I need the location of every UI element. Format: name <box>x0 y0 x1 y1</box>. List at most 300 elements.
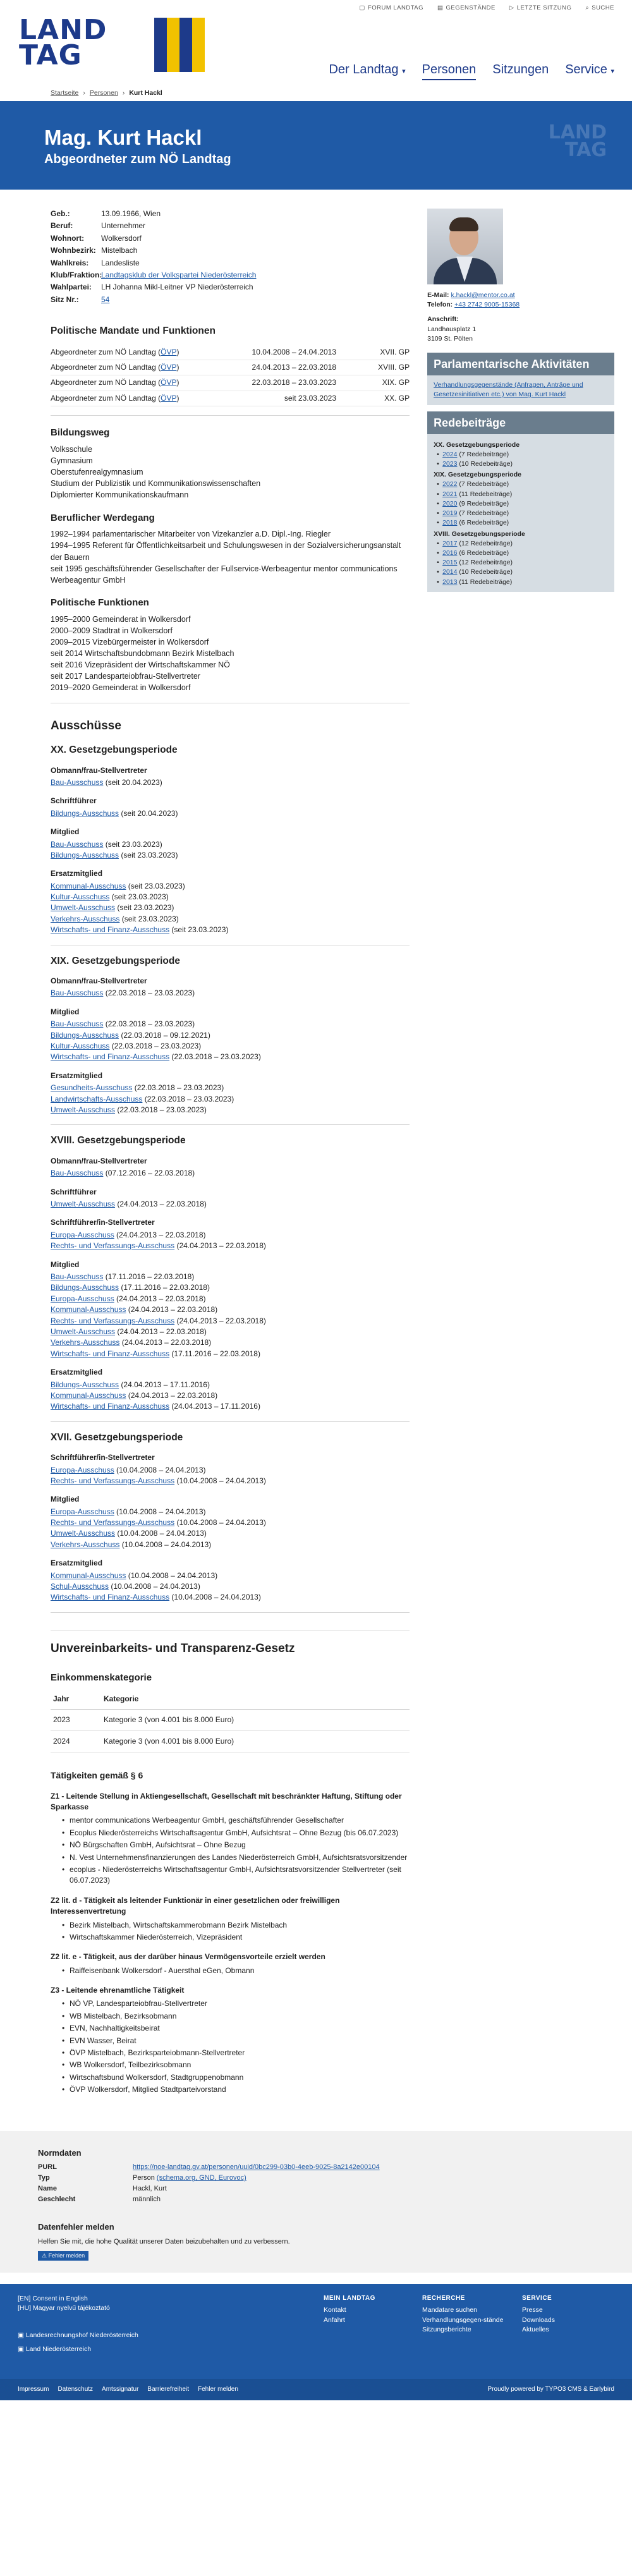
committee-item <box>51 1282 410 1293</box>
party-link[interactable]: ÖVP <box>161 362 177 372</box>
z3-title: Z3 - Leitende ehrenamtliche Tätigkeit <box>51 1986 185 1995</box>
role-title: Mitglied <box>51 1007 80 1016</box>
search-icon: ⌕ <box>585 4 590 11</box>
mandate-dates: 24.04.2013 – 22.03.2018 <box>252 362 336 372</box>
breadcrumb-personen[interactable]: Personen <box>89 89 118 97</box>
committee-link[interactable]: Landwirtschafts-Ausschuss <box>51 1094 143 1103</box>
footer-bottom <box>0 2379 632 2400</box>
fact-value: LH Johanna Mikl-Leitner VP Niederösterreich <box>101 283 253 292</box>
polfunk-line: seit 2014 Wirtschaftsbundobmann Bezirk Mistelbach <box>51 649 234 659</box>
committee-link[interactable]: Rechts- und Verfassungs-Ausschuss <box>51 1476 175 1485</box>
committee-link[interactable]: Rechts- und Verfassungs-Ausschuss <box>51 1316 175 1325</box>
committee-item <box>51 1083 410 1093</box>
role-title: Obmann/frau-Stellvertreter <box>51 765 147 775</box>
committee-dates: (22.03.2018 – 23.03.2023) <box>169 1052 261 1062</box>
address-line: Landhausplatz 1 <box>427 325 477 333</box>
landtag-logo[interactable] <box>16 14 206 76</box>
committee-link[interactable]: Bau-Ausschuss <box>51 1169 104 1178</box>
rede-count: (7 Redebeiträge) <box>457 450 509 458</box>
committee-item <box>51 1401 410 1412</box>
letzte-sitzung-link[interactable]: ▷ LETZTE SITZUNG <box>509 4 572 18</box>
gegenstaende-link[interactable]: ▤ GEGENSTÄNDE <box>437 4 495 18</box>
taetigkeit-item: • ecoplus - Niederösterreichs Wirtschaftsagentur GmbH, Aufsichtsratsvorsitzender Stellvertreter (seit 06.07.2023) <box>51 1864 410 1886</box>
committee-item <box>51 892 410 902</box>
committee-item <box>51 1380 410 1390</box>
mandate-period: XIX. GP <box>382 378 410 387</box>
breadcrumb-start[interactable]: Startseite <box>51 89 79 97</box>
role-title: Schriftführer <box>51 1187 97 1196</box>
committee-dates: (22.03.2018 – 23.03.2023) <box>142 1094 234 1103</box>
committee-link[interactable]: Umwelt-Ausschuss <box>51 1327 116 1336</box>
rede-count: (7 Redebeiträge) <box>457 480 509 489</box>
party-link[interactable]: ÖVP <box>161 378 177 387</box>
person-portrait <box>427 209 503 284</box>
forum-link[interactable]: ▢ FORUM LANDTAG <box>359 4 423 18</box>
footer-bottom-link[interactable]: Fehler melden <box>198 2385 238 2393</box>
mandate-period: XX. GP <box>384 393 410 403</box>
mandates-list <box>51 345 410 407</box>
committee-dates: (24.04.2013 – 22.03.2018) <box>174 1316 266 1325</box>
redebeitraege-title: Redebeiträge <box>427 411 614 434</box>
committee-link[interactable]: Wirtschafts- und Finanz-Ausschuss <box>51 1402 170 1411</box>
rede-count: (10 Redebeiträge) <box>457 568 513 576</box>
committee-link[interactable]: Wirtschafts- und Finanz-Ausschuss <box>51 1593 170 1602</box>
committee-link[interactable]: Rechts- und Verfassungs-Ausschuss <box>51 1518 175 1528</box>
taetigkeit-item: • Raiffeisenbank Wolkersdorf - Auersthal eGen, Obmann <box>51 1965 410 1976</box>
period-block <box>51 1431 410 1613</box>
committee-dates: (17.11.2016 – 22.03.2018) <box>103 1272 195 1281</box>
redebeitraege-box <box>427 411 614 592</box>
committee-item <box>51 1105 410 1115</box>
breadcrumb: Startseite › Personen › Kurt Hackl <box>51 88 162 98</box>
rede-year-link[interactable]: 2015 <box>442 559 458 567</box>
breadcrumb-current: Kurt Hackl <box>129 89 162 97</box>
rede-year-item <box>434 578 608 587</box>
fact-label: Wahlkreis: <box>51 258 89 267</box>
footer-link[interactable]: Mandatare suchen <box>422 2306 477 2314</box>
committee-item <box>51 1199 410 1210</box>
rede-year-link[interactable]: 2018 <box>442 519 458 527</box>
rede-year-link[interactable]: 2016 <box>442 549 458 557</box>
rede-year-item <box>434 499 608 509</box>
mandate-title: Abgeordneter zum NÖ Landtag (ÖVP) <box>51 393 179 403</box>
person-name: Mag. Kurt Hackl <box>44 126 202 149</box>
bildung-line: Studium der Publizistik und Kommunikationswissenschaften <box>51 479 261 489</box>
play-icon: ▷ <box>509 4 514 11</box>
committee-link[interactable]: Verkehrs-Ausschuss <box>51 1338 120 1347</box>
party-link[interactable]: ÖVP <box>161 347 177 356</box>
taetigkeit-item: • Bezirk Mistelbach, Wirtschaftskammerobmann Bezirk Mistelbach <box>51 1920 410 1931</box>
rede-count: (12 Redebeiträge) <box>457 539 513 547</box>
rede-year-link[interactable]: 2020 <box>442 499 458 507</box>
warning-icon: ⚠ <box>42 2252 47 2259</box>
committee-link[interactable]: Verkehrs-Ausschuss <box>51 914 120 923</box>
committee-item <box>51 1168 410 1179</box>
aktivitaeten-title: Parlamentarische Aktivitäten <box>427 353 614 375</box>
lrh-link[interactable]: ▣ Landesrechnungshof Niederösterreich <box>18 2331 138 2340</box>
z1-title: Z1 - Leitende Stellung in Aktiengesellschaft, Gesellschaft mit beschränkter Haftung, Stiftung oder Sparkasse <box>51 1791 402 1811</box>
committee-item <box>51 1592 410 1603</box>
polfunk-line: 2019–2020 Gemeinderat in Wolkersdorf <box>51 683 191 693</box>
committee-link[interactable]: Bau-Ausschuss <box>51 839 104 849</box>
einkommen-table <box>51 1690 410 1753</box>
beruf-line: 1992–1994 parlamentarischer Mitarbeiter von Vizekanzler a.D. Dipl.-Ing. Riegler <box>51 530 331 539</box>
committee-link[interactable]: Bildungs-Ausschuss <box>51 850 119 860</box>
bildung-line: Volksschule <box>51 444 93 454</box>
rede-year-item <box>434 518 608 528</box>
ausschuesse-title: Ausschüsse <box>51 719 121 732</box>
taetigkeit-item: • EVN, Nachhaltigkeitsbeirat <box>51 2023 410 2034</box>
committee-item <box>51 1540 410 1550</box>
committee-link[interactable]: Bildungs-Ausschuss <box>51 1380 119 1389</box>
fact-value: Mistelbach <box>101 246 138 255</box>
committee-dates: (22.03.2018 – 23.03.2023) <box>109 1042 202 1051</box>
committee-link[interactable]: Europa-Ausschuss <box>51 1507 114 1516</box>
committee-dates: (10.04.2008 – 24.04.2013) <box>126 1571 218 1580</box>
rede-count: (11 Redebeiträge) <box>457 490 513 498</box>
taetigkeit-item: • N. Vest Unternehmensfinanzierungen des Landes Niederösterreich GmbH, Aufsichtsratsvorsitzender <box>51 1852 410 1863</box>
rede-year-link[interactable]: 2023 <box>442 459 458 468</box>
role-title: Ersatzmitglied <box>51 1558 103 1568</box>
mandate-period: XVIII. GP <box>378 362 410 372</box>
taetigkeit-item: • mentor communications Werbeagentur GmbH, geschäftsführender Gesellschafter <box>51 1815 410 1826</box>
bildung-line: Gymnasium <box>51 456 93 466</box>
committee-link[interactable]: Kommunal-Ausschuss <box>51 1571 126 1580</box>
role-title: Mitglied <box>51 1260 80 1269</box>
committee-link[interactable]: Kultur-Ausschuss <box>51 892 110 902</box>
einkommen-jahr: 2023 <box>51 1709 101 1730</box>
beruf-title: Beruflicher Werdegang <box>51 512 155 523</box>
rede-year-link[interactable]: 2022 <box>442 480 458 489</box>
committee-item <box>51 1030 410 1041</box>
fact-value: Wolkersdorf <box>101 233 142 243</box>
footer-link[interactable]: Anfahrt <box>324 2316 345 2324</box>
rede-year-link[interactable]: 2017 <box>442 539 458 547</box>
einkommen-kategorie: Kategorie 3 (von 4.001 bis 8.000 Euro) <box>101 1730 410 1752</box>
footer-link[interactable]: Sitzungsberichte <box>422 2325 471 2333</box>
taetigkeit-item: • ÖVP Wolkersdorf, Mitglied Stadtparteivorstand <box>51 2084 410 2095</box>
committee-dates: (10.04.2008 – 24.04.2013) <box>115 1529 207 1538</box>
committee-dates: (10.04.2008 – 24.04.2013) <box>174 1518 266 1528</box>
fact-label: Beruf: <box>51 221 73 231</box>
committee-link[interactable]: Wirtschafts- und Finanz-Ausschuss <box>51 1052 170 1062</box>
rede-year-item <box>434 549 608 558</box>
polfunk-line: 1995–2000 Gemeinderat in Wolkersdorf <box>51 614 191 624</box>
caret-down-icon: ▾ <box>611 68 614 75</box>
nav-service[interactable]: Service ▾ <box>565 63 614 76</box>
polfunk-line: 2000–2009 Stadtrat in Wolkersdorf <box>51 626 173 635</box>
normdaten: Normdaten PURL https://noe-landtag.gv.at/personen/uuid/0bc299-03b0-4eeb-9025-8a2142e00104 Typ Person (schema.org, GND, Eurovoc) Name Hackl, Kurt Geschlecht männlich Datenfehler melden Helfen Sie mit, die hohe Qualität unserer Daten beizubehalten und zu verbessern. ⚠ Fehler melden <box>0 2131 632 2273</box>
bildungsweg-title: Bildungsweg <box>51 427 110 439</box>
committee-item <box>51 808 410 819</box>
committee-item <box>51 1390 410 1401</box>
footer-link[interactable]: Verhandlungsgegen-stände <box>422 2316 504 2324</box>
th-jahr: Jahr <box>51 1690 101 1709</box>
committee-item <box>51 988 410 999</box>
mandate-title: Abgeordneter zum NÖ Landtag (ÖVP) <box>51 378 179 387</box>
period-title: XIX. Gesetzgebungsperiode <box>51 955 180 966</box>
taetigkeit-item: • EVN Wasser, Beirat <box>51 2036 410 2046</box>
footer-link[interactable]: Presse <box>522 2306 543 2314</box>
rede-year-link[interactable]: 2019 <box>442 509 458 518</box>
role-title: Ersatzmitglied <box>51 1368 103 1377</box>
fact-label: Wohnort: <box>51 233 85 243</box>
party-link[interactable]: ÖVP <box>161 393 177 403</box>
taetigkeit-item: • ÖVP Mistelbach, Bezirksparteiobmann-Stellvertreter <box>51 2048 410 2058</box>
committee-link[interactable]: Gesundheits-Ausschuss <box>51 1083 133 1093</box>
nav-personen[interactable]: Personen <box>422 61 477 80</box>
committee-link[interactable]: Bildungs-Ausschuss <box>51 1030 119 1040</box>
committee-item <box>51 1241 410 1251</box>
committee-dates: (10.04.2008 – 24.04.2013) <box>119 1540 212 1549</box>
committee-dates: (seit 23.03.2023) <box>119 914 179 923</box>
role-title: Schriftführer <box>51 796 97 806</box>
taetigkeit-item: • WB Mistelbach, Bezirksobmann <box>51 2011 410 2022</box>
period-block <box>51 954 410 1126</box>
mandate-dates: 10.04.2008 – 24.04.2013 <box>252 347 336 356</box>
committee-dates: (10.04.2008 – 24.04.2013) <box>114 1465 206 1474</box>
committee-item <box>51 1571 410 1581</box>
committee-item <box>51 1041 410 1052</box>
committee-link[interactable]: Rechts- und Verfassungs-Ausschuss <box>51 1241 175 1251</box>
einkommen-row <box>51 1730 410 1752</box>
fact-label: Sitz Nr.: <box>51 295 79 304</box>
committee-item <box>51 1327 410 1337</box>
committee-link[interactable]: Europa-Ausschuss <box>51 1294 114 1303</box>
rede-period-title: XIX. Gesetzgebungsperiode <box>434 471 521 479</box>
committee-item <box>51 1304 410 1315</box>
rede-period-title: XVIII. Gesetzgebungsperiode <box>434 530 525 538</box>
address-line: 3109 St. Pölten <box>427 334 473 343</box>
committee-dates: (24.04.2013 – 22.03.2018) <box>114 1294 206 1303</box>
committee-item <box>51 850 410 861</box>
committee-item <box>51 1294 410 1304</box>
typ-links[interactable]: (schema.org, GND, Eurovoc) <box>156 2174 246 2182</box>
normdaten-title: Normdaten <box>38 2148 82 2158</box>
verhandlungsgegenstaende-link[interactable]: Verhandlungsgegenstände (Anfragen, Anträge und Gesetzesinitiativen etc.) von Mag. Kurt Hackl <box>434 381 583 399</box>
committee-link[interactable]: Umwelt-Ausschuss <box>51 1200 116 1209</box>
footer-mein-landtag: MEIN LANDTAG Kontakt Anfahrt <box>324 2294 375 2325</box>
mandate-dates: 22.03.2018 – 23.03.2023 <box>252 378 336 387</box>
footer-link[interactable]: Kontakt <box>324 2306 346 2314</box>
datenfehler-title: Datenfehler melden <box>38 2222 114 2232</box>
committee-item <box>51 914 410 925</box>
site-footer <box>0 2284 632 2400</box>
committee-item <box>51 1019 410 1030</box>
committee-link[interactable]: Bildungs-Ausschuss <box>51 808 119 818</box>
divider <box>51 415 410 416</box>
committee-dates: (07.12.2016 – 22.03.2018) <box>103 1169 195 1178</box>
rede-year-item <box>434 459 608 469</box>
divider <box>51 1421 410 1422</box>
fact-label: Wohnbezirk: <box>51 246 96 255</box>
footer-bottom-link[interactable]: Datenschutz <box>58 2385 94 2393</box>
rede-year-link[interactable]: 2021 <box>442 490 458 498</box>
land-noe-link[interactable]: ▣ Land Niederösterreich <box>18 2345 92 2353</box>
role-title: Obmann/frau-Stellvertreter <box>51 1156 147 1165</box>
divider <box>51 1124 410 1125</box>
committee-dates: (24.04.2013 – 22.03.2018) <box>114 1230 206 1239</box>
purl-link[interactable]: https://noe-landtag.gv.at/personen/uuid/0bc299-03b0-4eeb-9025-8a2142e00104 <box>133 2163 380 2172</box>
rede-year-item <box>434 558 608 568</box>
committee-link[interactable]: Umwelt-Ausschuss <box>51 1529 116 1538</box>
committee-link[interactable]: Kultur-Ausschuss <box>51 1042 110 1051</box>
footer-bottom-link[interactable]: Amtssignatur <box>102 2385 139 2393</box>
committee-dates: (seit 23.03.2023) <box>126 881 185 890</box>
fact-value[interactable]: 54 <box>101 295 110 304</box>
th-kategorie: Kategorie <box>101 1690 410 1709</box>
footer-link[interactable]: Downloads <box>522 2316 555 2324</box>
rede-year-list <box>434 480 608 528</box>
rede-year-link[interactable]: 2014 <box>442 568 458 576</box>
mandate-row <box>51 345 410 360</box>
taetigkeit-item: • NÖ Bürgschaften GmbH, Aufsichtsrat – Ohne Bezug <box>51 1840 410 1850</box>
taetigkeit-item: • Wirtschaftskammer Niederösterreich, Vizepräsident <box>51 1932 410 1943</box>
committee-dates: (22.03.2018 – 23.03.2023) <box>103 988 195 998</box>
committee-item <box>51 1230 410 1241</box>
einkommen-title: Einkommenskategorie <box>51 1672 152 1684</box>
role-title: Schriftführer/in-Stellvertreter <box>51 1218 155 1227</box>
divider <box>51 1612 410 1613</box>
committee-dates: (22.03.2018 – 23.03.2023) <box>132 1083 224 1093</box>
rede-count: (12 Redebeiträge) <box>457 559 513 567</box>
taetigkeit-item: • NÖ VP, Landesparteiobfrau-Stellvertreter <box>51 1998 410 2009</box>
rede-year-item <box>434 490 608 499</box>
committee-dates: (17.11.2016 – 22.03.2018) <box>119 1283 210 1292</box>
email-link[interactable]: k.hackl@mentor.co.at <box>451 291 515 299</box>
committee-dates: (seit 23.03.2023) <box>103 839 162 849</box>
rede-year-item <box>434 509 608 518</box>
transparenz-section <box>51 1631 410 2096</box>
committee-link[interactable]: Bau-Ausschuss <box>51 1272 104 1281</box>
rede-count: (7 Redebeiträge) <box>457 509 509 518</box>
powered-by: Proudly powered by TYPO3 CMS & Earlybird <box>487 2385 614 2393</box>
page-content <box>0 190 632 2097</box>
mandates-title: Politische Mandate und Funktionen <box>51 325 216 337</box>
committee-link[interactable]: Kommunal-Ausschuss <box>51 1305 126 1315</box>
committee-link[interactable]: Kommunal-Ausschuss <box>51 881 126 890</box>
footer-link[interactable]: Aktuelles <box>522 2325 549 2333</box>
committee-dates: (seit 23.03.2023) <box>115 903 174 913</box>
nav-sitzungen[interactable]: Sitzungen <box>492 63 549 76</box>
mandate-row <box>51 391 410 406</box>
taetigkeit-item: • Ecoplus Niederösterreichs Wirtschaftsagentur GmbH, Aufsichtsrat – Ohne Bezug (bis 06.07.2023) <box>51 1828 410 1838</box>
committee-dates: (22.03.2018 – 23.03.2023) <box>103 1019 195 1029</box>
main-column <box>51 209 410 2097</box>
rede-year-link[interactable]: 2024 <box>442 450 458 458</box>
committee-item <box>51 1337 410 1348</box>
role-title: Mitglied <box>51 1495 80 1504</box>
site-header <box>0 14 632 101</box>
committee-link[interactable]: Bau-Ausschuss <box>51 777 104 787</box>
committee-item <box>51 925 410 935</box>
committee-link[interactable]: Europa-Ausschuss <box>51 1230 114 1239</box>
lang-en-link[interactable]: [EN] Consent in English <box>18 2294 88 2302</box>
committee-link[interactable]: Verkehrs-Ausschuss <box>51 1540 120 1549</box>
committee-link[interactable]: Europa-Ausschuss <box>51 1465 114 1474</box>
committee-item <box>51 1052 410 1062</box>
lang-hu-link[interactable]: [HU] Magyar nyelvű tájékoztató <box>18 2304 110 2312</box>
committee-dates: (seit 23.03.2023) <box>109 892 169 902</box>
committee-link[interactable]: Bildungs-Ausschuss <box>51 1283 119 1292</box>
period-block <box>51 743 410 945</box>
footer-bottom-link[interactable]: Barrierefreiheit <box>147 2385 189 2393</box>
fehler-melden-button[interactable]: ⚠ Fehler melden <box>38 2251 88 2261</box>
einkommen-kategorie: Kategorie 3 (von 4.001 bis 8.000 Euro) <box>101 1709 410 1730</box>
committee-dates: (seit 20.04.2023) <box>103 777 162 787</box>
committee-item <box>51 902 410 913</box>
polfunk-line: seit 2016 Vizepräsident der Wirtschaftskammer NÖ <box>51 660 230 670</box>
rede-year-list <box>434 450 608 469</box>
committee-dates: (24.04.2013 – 22.03.2018) <box>119 1338 212 1347</box>
committee-dates: (24.04.2013 – 17.11.2016) <box>119 1380 210 1389</box>
committee-link[interactable]: Bau-Ausschuss <box>51 1019 104 1029</box>
rede-count: (9 Redebeiträge) <box>457 499 509 507</box>
fact-value: Unternehmer <box>101 221 146 231</box>
polfunk-line: 2009–2015 Vizebürgermeister in Wolkersdorf <box>51 637 209 647</box>
committee-dates: (24.04.2013 – 22.03.2018) <box>115 1200 207 1209</box>
document-icon: ▤ <box>437 4 444 11</box>
committee-item <box>51 1517 410 1528</box>
committee-link[interactable]: Umwelt-Ausschuss <box>51 1105 116 1114</box>
role-title: Ersatzmitglied <box>51 1071 103 1080</box>
polfunk-line: seit 2017 Landesparteiobfrau-Stellvertreter <box>51 672 200 681</box>
fact-value: Landesliste <box>101 258 140 267</box>
fact-value[interactable]: Landtagsklub der Volkspartei Niederösterreich <box>101 270 257 279</box>
committee-dates: (24.04.2013 – 22.03.2018) <box>126 1390 218 1400</box>
committee-link[interactable]: Bau-Ausschuss <box>51 988 104 998</box>
committee-item <box>51 1272 410 1282</box>
beruf-line: 1994–1995 Referent für Öffentlichkeitsarbeit und Schulungswesen in der Sozialversicherungsanstalt der Bauern <box>51 541 401 562</box>
role-title: Mitglied <box>51 827 80 837</box>
rede-count: (10 Redebeiträge) <box>457 459 513 468</box>
committee-link[interactable]: Wirtschafts- und Finanz-Ausschuss <box>51 1349 170 1358</box>
committee-link[interactable]: Kommunal-Ausschuss <box>51 1390 126 1400</box>
taetigkeit-item: • Wirtschaftsbund Wolkersdorf, Stadtgruppenobmann <box>51 2072 410 2083</box>
z2e-title: Z2 lit. e - Tätigkeit, aus der darüber hinaus Vermögensvorteile erzielt werden <box>51 1952 325 1962</box>
committee-item <box>51 881 410 892</box>
person-hero <box>0 101 632 190</box>
committee-link[interactable]: Umwelt-Ausschuss <box>51 903 116 913</box>
logo-flag <box>154 18 205 72</box>
committee-dates: (seit 20.04.2023) <box>119 808 178 818</box>
committee-dates: (seit 23.03.2023) <box>119 850 178 860</box>
fact-value: 13.09.1966, Wien <box>101 209 161 218</box>
search-link[interactable]: ⌕ SUCHE <box>585 4 614 18</box>
rede-year-list <box>434 539 608 587</box>
committee-dates: (24.04.2013 – 22.03.2018) <box>174 1241 266 1251</box>
caret-down-icon: ▾ <box>402 68 406 75</box>
committee-dates: (24.04.2013 – 17.11.2016) <box>169 1402 260 1411</box>
mandate-row <box>51 375 410 391</box>
committee-dates: (10.04.2008 – 24.04.2013) <box>109 1582 200 1591</box>
mandate-title: Abgeordneter zum NÖ Landtag (ÖVP) <box>51 362 179 372</box>
committee-item <box>51 1581 410 1592</box>
period-title: XVIII. Gesetzgebungsperiode <box>51 1135 186 1146</box>
phone-link[interactable]: +43 2742 9005-15368 <box>454 301 520 309</box>
rede-year-link[interactable]: 2013 <box>442 578 458 586</box>
committee-item <box>51 1349 410 1359</box>
mandate-dates: seit 23.03.2023 <box>284 393 336 403</box>
committee-item <box>51 1316 410 1327</box>
footer-bottom-link[interactable]: Impressum <box>18 2385 49 2393</box>
committee-link[interactable]: Schul-Ausschuss <box>51 1582 109 1591</box>
committee-link[interactable]: Wirtschafts- und Finanz-Ausschuss <box>51 925 170 935</box>
nav-der-landtag[interactable]: Der Landtag ▾ <box>329 63 406 76</box>
rede-year-item <box>434 480 608 489</box>
committee-item <box>51 777 410 788</box>
role-title: Ersatzmitglied <box>51 869 103 878</box>
